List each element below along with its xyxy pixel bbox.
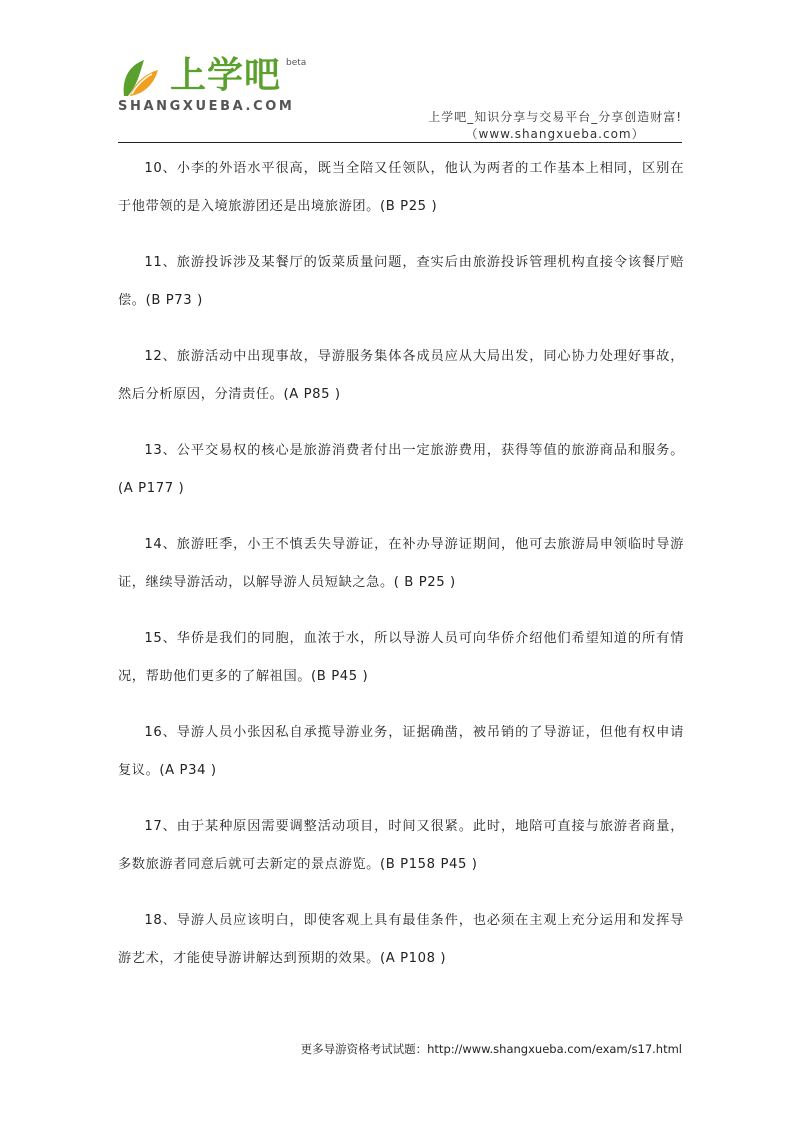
header-tagline <box>428 109 682 143</box>
question-item: 15、华侨是我们的同胞，血浓于水，所以导游人员可向华侨介绍他们希望知道的所有情况，帮助他们更多的了解祖国。(B P45 ) <box>118 631 684 684</box>
question-item: 14、旅游旺季，小王不慎丢失导游证，在补办导游证期间，他可去旅游局申领临时导游证，继续导游活动，以解导游人员短缺之急。( B P25 ) <box>118 537 684 590</box>
question-item: 13、公平交易权的核心是旅游消费者付出一定旅游费用，获得等值的旅游商品和服务。(A P177 ) <box>118 443 684 496</box>
question-item: 11、旅游投诉涉及某餐厅的饭菜质量问题，查实后由旅游投诉管理机构直接令该餐厅赔偿。(B P73 ) <box>118 255 684 308</box>
question-item: 10、小李的外语水平很高，既当全陪又任领队，他认为两者的工作基本上相同，区别在于他带领的是入境旅游团还是出境旅游团。(B P25 ) <box>118 161 684 214</box>
brand-latin: SHANGXUEBA.COM <box>118 99 295 114</box>
site-logo[interactable] <box>118 52 318 122</box>
question-list <box>118 150 684 996</box>
brand-name: 上学吧 <box>170 55 282 96</box>
tagline-line-1: 上学吧_知识分享与交易平台_分享创造财富! <box>428 110 682 124</box>
question-item: 16、导游人员小张因私自承揽导游业务，证据确凿，被吊销的了导游证，但他有权申请复议。(A P34 ) <box>118 725 684 778</box>
question-item: 17、由于某种原因需要调整活动项目，时间又很紧。此时，地陪可直接与旅游者商量，多数旅游者同意后就可去新定的景点游览。(B P158 P45 ) <box>118 819 684 872</box>
footer-link[interactable]: 更多导游资格考试试题：http://www.shangxueba.com/exam/s17.html <box>300 1042 682 1056</box>
header-divider <box>118 142 682 143</box>
tagline-url[interactable]: （www.shangxueba.com） <box>465 127 645 141</box>
leaf-icon <box>118 56 162 100</box>
question-item: 18、导游人员应该明白，即使客观上具有最佳条件，也必须在主观上充分运用和发挥导游艺术，才能使导游讲解达到预期的效果。(A P108 ) <box>118 913 684 966</box>
question-item: 12、旅游活动中出现事故，导游服务集体各成员应从大局出发，同心协力处理好事故，然后分析原因，分清责任。(A P85 ) <box>118 349 684 402</box>
beta-label: beta <box>286 58 307 68</box>
